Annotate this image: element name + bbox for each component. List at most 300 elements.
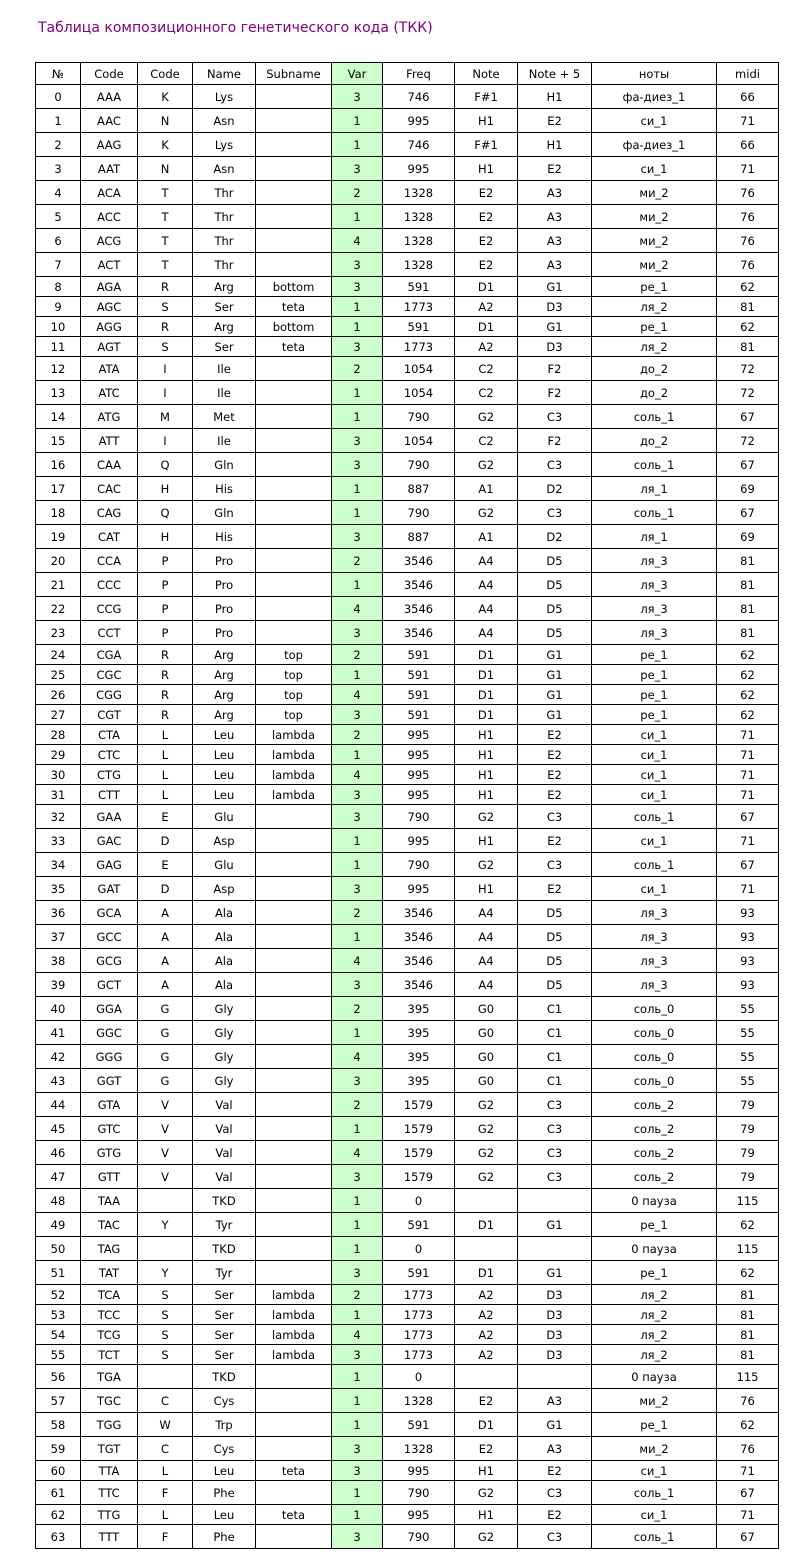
cell-note-plus-5: C3 [518,405,592,429]
cell-notes-ru: ля_2 [592,1285,717,1305]
header-notes-ru: ноты [592,63,717,85]
cell-note-plus-5: H1 [518,133,592,157]
cell-freq: 887 [383,477,455,501]
cell-subname [256,381,332,405]
cell-notes-ru: соль_1 [592,1481,717,1505]
cell-number: 29 [36,745,81,765]
cell-notes-ru: соль_2 [592,1117,717,1141]
cell-freq: 995 [383,109,455,133]
cell-codon: AAT [81,157,138,181]
cell-codon: TGG [81,1413,138,1437]
cell-name: Leu [193,785,256,805]
cell-codon: ATG [81,405,138,429]
cell-codon: GTC [81,1117,138,1141]
cell-name: Ser [193,1325,256,1345]
cell-code-letter: F [138,1525,193,1549]
cell-note-plus-5: D3 [518,337,592,357]
cell-code-letter: S [138,1345,193,1365]
cell-note: H1 [455,765,518,785]
cell-freq: 591 [383,705,455,725]
cell-notes-ru: соль_0 [592,1021,717,1045]
cell-var: 1 [332,1213,383,1237]
cell-codon: CCA [81,549,138,573]
cell-code-letter: P [138,597,193,621]
cell-name: Gln [193,453,256,477]
cell-note: G2 [455,1481,518,1505]
cell-notes-ru: ми_2 [592,205,717,229]
cell-codon: GTA [81,1093,138,1117]
cell-notes-ru: ля_3 [592,549,717,573]
table-row [36,1165,779,1189]
cell-name: Ala [193,949,256,973]
cell-notes-ru: ре_1 [592,685,717,705]
cell-number: 1 [36,109,81,133]
cell-code-letter: L [138,785,193,805]
cell-name: Asn [193,109,256,133]
cell-code-letter: K [138,133,193,157]
cell-notes-ru: 0 пауза [592,1189,717,1213]
cell-code-letter: H [138,477,193,501]
cell-midi: 76 [717,1389,779,1413]
cell-name: Tyr [193,1213,256,1237]
cell-codon: ATT [81,429,138,453]
cell-name: Ser [193,1345,256,1365]
cell-var: 3 [332,85,383,109]
cell-subname: lambda [256,745,332,765]
cell-codon: TAC [81,1213,138,1237]
cell-note-plus-5: E2 [518,785,592,805]
cell-notes-ru: соль_1 [592,1525,717,1549]
cell-var: 3 [332,1437,383,1461]
cell-freq: 3546 [383,901,455,925]
cell-midi: 93 [717,973,779,997]
cell-freq: 3546 [383,597,455,621]
cell-note-plus-5: C1 [518,1045,592,1069]
cell-name: Pro [193,549,256,573]
cell-var: 3 [332,877,383,901]
cell-notes-ru: ля_2 [592,1345,717,1365]
cell-midi: 72 [717,357,779,381]
header-name: Name [193,63,256,85]
cell-name: Trp [193,1413,256,1437]
cell-freq: 1054 [383,357,455,381]
table-row [36,597,779,621]
cell-notes-ru: ля_2 [592,297,717,317]
cell-freq: 591 [383,665,455,685]
cell-name: Ala [193,925,256,949]
cell-code-letter: N [138,157,193,181]
cell-midi: 81 [717,621,779,645]
cell-freq: 790 [383,1481,455,1505]
table-row [36,573,779,597]
cell-codon: GCA [81,901,138,925]
cell-subname: lambda [256,1345,332,1365]
cell-notes-ru: соль_2 [592,1141,717,1165]
cell-name: Asp [193,877,256,901]
cell-code-letter: S [138,297,193,317]
cell-var: 1 [332,745,383,765]
cell-name: Met [193,405,256,429]
cell-codon: TAA [81,1189,138,1213]
cell-codon: TGT [81,1437,138,1461]
cell-subname [256,877,332,901]
cell-note: A2 [455,297,518,317]
cell-note-plus-5: C1 [518,997,592,1021]
table-row [36,1505,779,1525]
cell-code-letter: T [138,205,193,229]
cell-codon: GGC [81,1021,138,1045]
cell-number: 52 [36,1285,81,1305]
cell-midi: 62 [717,317,779,337]
cell-name: Ser [193,1285,256,1305]
cell-midi: 67 [717,405,779,429]
cell-freq: 746 [383,133,455,157]
cell-number: 24 [36,645,81,665]
cell-midi: 71 [717,877,779,901]
cell-codon: AAC [81,109,138,133]
cell-freq: 1773 [383,337,455,357]
cell-name: Cys [193,1437,256,1461]
cell-name: Phe [193,1481,256,1505]
cell-note: D1 [455,665,518,685]
cell-subname [256,501,332,525]
cell-note-plus-5: A3 [518,229,592,253]
cell-var: 3 [332,525,383,549]
cell-var: 4 [332,1141,383,1165]
cell-midi: 67 [717,501,779,525]
cell-subname [256,1261,332,1285]
cell-name: Ala [193,901,256,925]
cell-number: 30 [36,765,81,785]
cell-subname [256,205,332,229]
cell-code-letter: G [138,997,193,1021]
table-row [36,1365,779,1389]
cell-code-letter: A [138,925,193,949]
cell-note: G2 [455,1093,518,1117]
cell-number: 15 [36,429,81,453]
cell-subname [256,1481,332,1505]
table-row [36,501,779,525]
cell-freq: 995 [383,157,455,181]
cell-subname [256,1117,332,1141]
cell-freq: 591 [383,277,455,297]
cell-number: 38 [36,949,81,973]
cell-note: C2 [455,429,518,453]
cell-freq: 790 [383,853,455,877]
cell-midi: 81 [717,1325,779,1345]
cell-note-plus-5: G1 [518,317,592,337]
cell-note: A4 [455,973,518,997]
cell-midi: 76 [717,1437,779,1461]
table-row [36,745,779,765]
cell-codon: TTT [81,1525,138,1549]
cell-code-letter: P [138,549,193,573]
cell-code-letter: V [138,1117,193,1141]
cell-number: 62 [36,1505,81,1525]
cell-freq: 1328 [383,253,455,277]
cell-notes-ru: соль_2 [592,1165,717,1189]
cell-codon: TGA [81,1365,138,1389]
cell-note: H1 [455,1505,518,1525]
cell-notes-ru: ми_2 [592,1389,717,1413]
cell-notes-ru: си_1 [592,1505,717,1525]
cell-code-letter: A [138,901,193,925]
cell-code-letter: P [138,621,193,645]
cell-number: 12 [36,357,81,381]
cell-note: C2 [455,357,518,381]
cell-notes-ru: соль_1 [592,501,717,525]
cell-var: 4 [332,1045,383,1069]
cell-codon: AGG [81,317,138,337]
cell-name: Ile [193,357,256,381]
cell-note: F#1 [455,133,518,157]
cell-code-letter: R [138,685,193,705]
cell-codon: ACT [81,253,138,277]
cell-name: TKD [193,1189,256,1213]
cell-number: 5 [36,205,81,229]
cell-var: 1 [332,1117,383,1141]
cell-code-letter: D [138,829,193,853]
cell-number: 8 [36,277,81,297]
table-row [36,381,779,405]
cell-notes-ru: си_1 [592,109,717,133]
table-row [36,765,779,785]
cell-midi: 93 [717,949,779,973]
cell-freq: 1579 [383,1117,455,1141]
cell-notes-ru: си_1 [592,1461,717,1481]
cell-codon: AGA [81,277,138,297]
cell-var: 3 [332,277,383,297]
cell-midi: 62 [717,1213,779,1237]
cell-var: 1 [332,405,383,429]
cell-code-letter: E [138,805,193,829]
cell-note-plus-5: C3 [518,501,592,525]
table-row [36,1345,779,1365]
cell-note-plus-5: G1 [518,685,592,705]
cell-subname: bottom [256,317,332,337]
cell-midi: 71 [717,745,779,765]
cell-code-letter: R [138,317,193,337]
table-row [36,829,779,853]
cell-notes-ru: фа-диез_1 [592,85,717,109]
cell-note-plus-5: D5 [518,573,592,597]
cell-freq: 591 [383,1413,455,1437]
cell-note: H1 [455,725,518,745]
cell-subname: lambda [256,725,332,745]
cell-codon: ACG [81,229,138,253]
cell-name: Thr [193,253,256,277]
table-row [36,1093,779,1117]
cell-subname [256,925,332,949]
cell-notes-ru: ми_2 [592,229,717,253]
cell-codon: CAG [81,501,138,525]
cell-subname [256,157,332,181]
cell-freq: 995 [383,745,455,765]
cell-subname: lambda [256,765,332,785]
cell-note: A2 [455,1345,518,1365]
cell-name: Phe [193,1525,256,1549]
cell-freq: 395 [383,1021,455,1045]
cell-code-letter: E [138,853,193,877]
cell-code-letter: L [138,725,193,745]
cell-notes-ru: ля_3 [592,621,717,645]
table-row [36,357,779,381]
cell-name: Thr [193,181,256,205]
cell-var: 1 [332,297,383,317]
cell-note: G2 [455,453,518,477]
cell-name: Lys [193,133,256,157]
cell-note-plus-5: F2 [518,429,592,453]
cell-notes-ru: си_1 [592,157,717,181]
table-row [36,1305,779,1325]
cell-note-plus-5: D3 [518,1305,592,1325]
cell-name: Arg [193,685,256,705]
cell-var: 2 [332,645,383,665]
cell-codon: GAA [81,805,138,829]
cell-name: Leu [193,1505,256,1525]
cell-number: 40 [36,997,81,1021]
table-row [36,805,779,829]
cell-var: 2 [332,997,383,1021]
cell-code-letter: D [138,877,193,901]
cell-note: A4 [455,949,518,973]
cell-number: 18 [36,501,81,525]
cell-note-plus-5: G1 [518,645,592,665]
cell-name: Ala [193,973,256,997]
cell-notes-ru: ля_2 [592,337,717,357]
cell-notes-ru: ре_1 [592,1213,717,1237]
cell-code-letter: T [138,181,193,205]
cell-name: Ile [193,381,256,405]
cell-midi: 71 [717,829,779,853]
cell-var: 3 [332,453,383,477]
cell-midi: 62 [717,705,779,725]
cell-number: 10 [36,317,81,337]
table-row [36,229,779,253]
cell-notes-ru: си_1 [592,765,717,785]
cell-notes-ru: до_2 [592,357,717,381]
cell-codon: TTA [81,1461,138,1481]
cell-note-plus-5: C3 [518,853,592,877]
cell-var: 3 [332,1261,383,1285]
cell-midi: 55 [717,1021,779,1045]
cell-name: Arg [193,665,256,685]
cell-note-plus-5: A3 [518,1389,592,1413]
cell-number: 50 [36,1237,81,1261]
cell-note-plus-5 [518,1237,592,1261]
cell-midi: 62 [717,1261,779,1285]
cell-subname [256,1069,332,1093]
cell-number: 27 [36,705,81,725]
cell-number: 42 [36,1045,81,1069]
table-row [36,621,779,645]
cell-codon: CTC [81,745,138,765]
cell-subname [256,1413,332,1437]
cell-var: 1 [332,665,383,685]
cell-code-letter: L [138,1461,193,1481]
cell-codon: GTT [81,1165,138,1189]
cell-freq: 1579 [383,1165,455,1189]
cell-codon: GAC [81,829,138,853]
table-row [36,1045,779,1069]
cell-var: 4 [332,685,383,705]
cell-subname: teta [256,297,332,317]
cell-freq: 995 [383,765,455,785]
cell-number: 55 [36,1345,81,1365]
cell-var: 1 [332,1413,383,1437]
cell-subname [256,549,332,573]
table-row [36,1461,779,1481]
cell-freq: 3546 [383,949,455,973]
cell-note [455,1189,518,1213]
cell-var: 1 [332,109,383,133]
cell-var: 4 [332,597,383,621]
cell-note: A2 [455,1325,518,1345]
cell-number: 31 [36,785,81,805]
cell-number: 28 [36,725,81,745]
table-row [36,525,779,549]
table-row [36,925,779,949]
cell-codon: GAG [81,853,138,877]
cell-notes-ru: си_1 [592,877,717,901]
cell-notes-ru: ре_1 [592,705,717,725]
cell-note: A4 [455,901,518,925]
cell-code-letter: H [138,525,193,549]
cell-code-letter: Q [138,501,193,525]
cell-note: G2 [455,1165,518,1189]
cell-codon: TTC [81,1481,138,1505]
cell-note [455,1365,518,1389]
cell-name: Leu [193,725,256,745]
cell-freq: 995 [383,829,455,853]
cell-freq: 995 [383,1461,455,1481]
cell-subname [256,973,332,997]
cell-midi: 67 [717,805,779,829]
cell-number: 61 [36,1481,81,1505]
cell-name: Pro [193,597,256,621]
cell-midi: 69 [717,525,779,549]
cell-freq: 591 [383,685,455,705]
cell-number: 45 [36,1117,81,1141]
cell-codon: AGC [81,297,138,317]
cell-name: Val [193,1093,256,1117]
table-row [36,109,779,133]
cell-midi: 93 [717,925,779,949]
cell-notes-ru: ля_1 [592,477,717,501]
table-row [36,785,779,805]
cell-name: Val [193,1117,256,1141]
cell-note-plus-5: E2 [518,1505,592,1525]
cell-freq: 3546 [383,549,455,573]
cell-freq: 3546 [383,621,455,645]
cell-midi: 71 [717,157,779,181]
cell-freq: 790 [383,501,455,525]
table-row [36,877,779,901]
cell-var: 1 [332,573,383,597]
cell-note: H1 [455,109,518,133]
cell-note-plus-5: D5 [518,949,592,973]
cell-freq: 1328 [383,229,455,253]
cell-code-letter: S [138,1285,193,1305]
cell-note: E2 [455,205,518,229]
header-var: Var [332,63,383,85]
cell-codon: GTG [81,1141,138,1165]
cell-freq: 1773 [383,1325,455,1345]
cell-name: Arg [193,705,256,725]
cell-freq: 1579 [383,1093,455,1117]
table-row [36,1525,779,1549]
header-note-plus-5: Note + 5 [518,63,592,85]
